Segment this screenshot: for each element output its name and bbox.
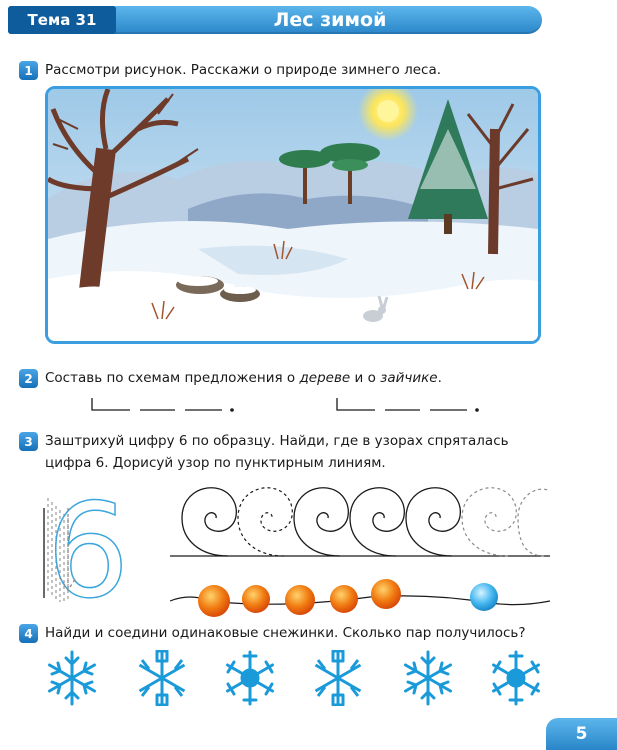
bead-blue: [470, 583, 498, 611]
word-tree: дереве: [299, 370, 351, 386]
topic-label: Тема 31: [8, 6, 116, 34]
snowflake-2: [134, 650, 190, 706]
task-3-line-2: цифра 6. Дорисуй узор по пунктирным линиям.: [45, 455, 386, 471]
task-number-4: 4: [19, 624, 38, 643]
task-2-text: Составь по схемам предложения о дереве и о зайчике.: [45, 370, 442, 386]
snowflake-1: [44, 650, 100, 706]
task-4-text: Найди и соедини одинаковые снежинки. Сколько пар получилось?: [45, 625, 526, 641]
digit-six-outline: 6: [46, 478, 130, 608]
task-1-text: Рассмотри рисунок. Расскажи о природе зимнего леса.: [45, 62, 442, 78]
bead-string: [170, 575, 550, 625]
winter-forest-picture: [45, 86, 541, 344]
sentence-schema-2: [335, 396, 495, 416]
snowflake-4: [310, 650, 366, 706]
bead-orange: [285, 585, 315, 615]
bead-orange: [330, 585, 358, 613]
task-number-3: 3: [19, 432, 38, 451]
task-number-2: 2: [19, 369, 38, 388]
winter-forest-illustration: [48, 89, 538, 341]
snowflake-3: [222, 650, 278, 706]
word-hare: зайчике: [380, 370, 438, 386]
digit-six-sample: [38, 478, 138, 608]
task-3-line-1: Заштрихуй цифру 6 по образцу. Найди, где в узорах спряталась: [45, 433, 509, 449]
bead-orange: [242, 585, 270, 613]
page-number: 5: [546, 718, 617, 750]
sentence-schema-1: [90, 396, 250, 416]
bead-orange: [198, 585, 230, 617]
spiral-pattern: [170, 478, 550, 568]
task-number-1: 1: [19, 61, 38, 80]
page-title: Лес зимой: [273, 9, 387, 31]
spiral-sample: [182, 488, 236, 556]
spiral-tracing: [238, 488, 292, 556]
snowflake-5: [400, 650, 456, 706]
snowflake-6: [488, 650, 544, 706]
bead-orange: [371, 579, 401, 609]
